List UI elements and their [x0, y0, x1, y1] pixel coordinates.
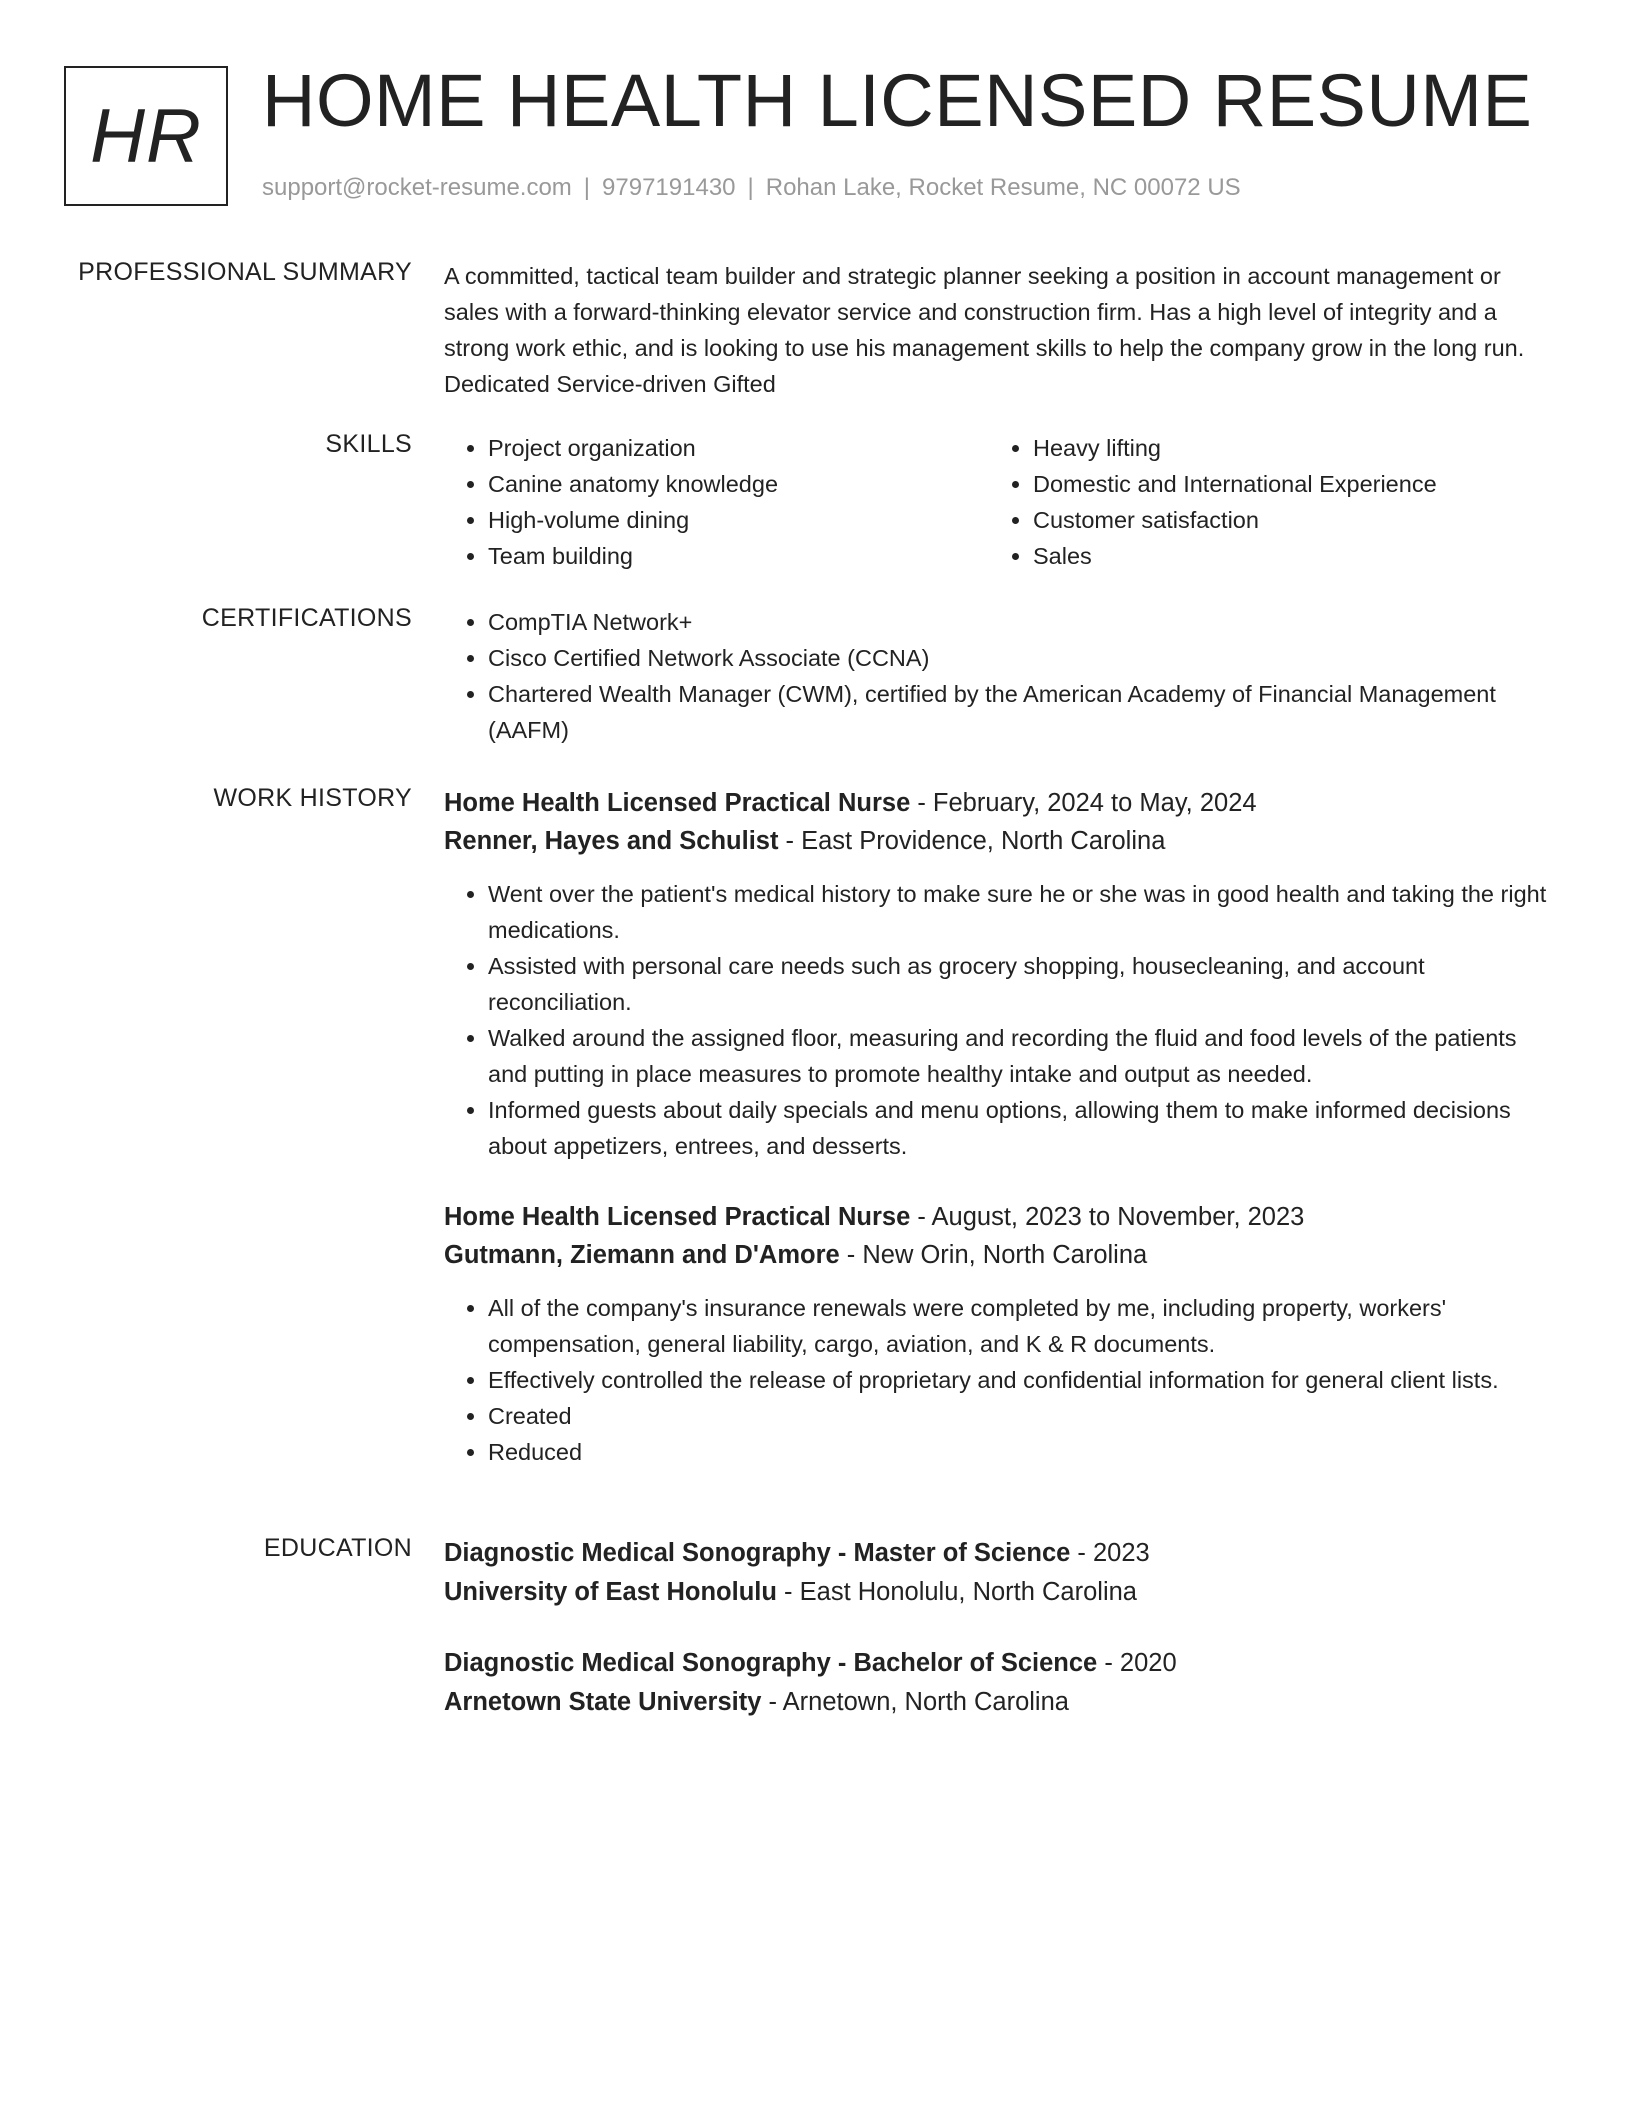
section-label-certifications: CERTIFICATIONS — [201, 604, 412, 632]
job-title: Home Health Licensed Practical Nurse — [444, 1203, 911, 1231]
skill-item: • Sales — [1033, 538, 1534, 574]
education-entry — [444, 1644, 1554, 1722]
skill-item: • Canine anatomy knowledge — [488, 466, 989, 502]
resume-title: HOME HEALTH LICENSED RESUME — [262, 59, 1533, 142]
skills-list-right — [989, 430, 1534, 574]
monogram-logo: HR — [64, 66, 228, 206]
skill-item: • Project organization — [488, 430, 989, 466]
education-location: - East Honolulu, North Carolina — [776, 1578, 1137, 1606]
education-degree-line — [444, 1534, 1554, 1573]
job-bullets — [444, 1290, 1554, 1470]
education-body — [444, 1534, 1554, 1722]
job-title: Home Health Licensed Practical Nurse — [444, 789, 911, 817]
job-bullets — [444, 876, 1554, 1164]
education-location: - Arnetown, North Carolina — [761, 1688, 1069, 1716]
education-degree-line — [444, 1644, 1554, 1683]
education-year: - 2023 — [1070, 1539, 1150, 1567]
education-school-line — [444, 1573, 1554, 1612]
skills-list-left — [444, 430, 989, 574]
contact-email: support@rocket-resume.com — [262, 174, 572, 201]
certification-item: • CompTIA Network+ — [488, 604, 1554, 640]
skill-item: • Team building — [488, 538, 989, 574]
skills-body — [444, 430, 1554, 574]
job-bullet: • Went over the patient's medical history to make sure he or she was in good health and taking the right medications. — [488, 876, 1554, 948]
skill-item: • Customer satisfaction — [1033, 502, 1534, 538]
education-entry — [444, 1534, 1554, 1612]
job-employer-line — [444, 822, 1554, 860]
job-bullet: • Informed guests about daily specials and menu options, allowing them to make informed decisions about appetizers, entrees, and desserts. — [488, 1092, 1554, 1164]
education-year: - 2020 — [1097, 1649, 1177, 1677]
job-employer-line — [444, 1236, 1554, 1274]
job-bullet: • Created — [488, 1398, 1554, 1434]
job-title-line — [444, 784, 1554, 822]
contact-separator: | — [747, 174, 754, 201]
job-bullet: • All of the company's insurance renewals were completed by me, including property, workers' compensation, general liability, cargo, aviation, and K & R documents. — [488, 1290, 1554, 1362]
resume-header — [262, 56, 1572, 202]
skill-item: • Heavy lifting — [1033, 430, 1534, 466]
skills-grid — [444, 430, 1554, 574]
job-bullet: • Assisted with personal care needs such as grocery shopping, housecleaning, and account reconciliation. — [488, 948, 1554, 1020]
job-location: - New Orin, North Carolina — [839, 1241, 1148, 1269]
section-label-education: EDUCATION — [263, 1534, 412, 1562]
contact-address: Rohan Lake, Rocket Resume, NC 00072 US — [765, 174, 1241, 201]
job-employer: Renner, Hayes and Schulist — [444, 827, 779, 855]
job-title-line — [444, 1198, 1554, 1236]
contact-phone: 9797191430 — [602, 174, 736, 201]
job-dates: - August, 2023 to November, 2023 — [910, 1203, 1305, 1231]
section-label-skills: SKILLS — [325, 430, 412, 458]
section-label-summary: PROFESSIONAL SUMMARY — [78, 258, 412, 286]
section-label-work-history: WORK HISTORY — [213, 784, 412, 812]
education-school: University of East Honolulu — [444, 1578, 777, 1606]
certifications-body — [444, 604, 1554, 748]
job-bullet: • Reduced — [488, 1434, 1554, 1470]
education-degree: Diagnostic Medical Sonography - Bachelor of Science — [444, 1649, 1098, 1677]
job-entry — [444, 784, 1554, 1164]
education-degree: Diagnostic Medical Sonography - Master of Science — [444, 1539, 1071, 1567]
job-dates: - February, 2024 to May, 2024 — [910, 789, 1257, 817]
certifications-list — [444, 604, 1554, 748]
summary-body — [444, 258, 1554, 402]
certification-item: • Chartered Wealth Manager (CWM), certified by the American Academy of Financial Management (AAFM) — [488, 676, 1554, 748]
education-school-line — [444, 1683, 1554, 1722]
skill-item: • Domestic and International Experience — [1033, 466, 1534, 502]
summary-text: A committed, tactical team builder and strategic planner seeking a position in account management or sales with a forward-thinking elevator service and construction firm. Has a high level of integrity and a strong work ethic, and is looking to use his management skills to help the company grow in the long run. Dedicated Service-driven Gifted — [444, 263, 1525, 397]
work-history-body — [444, 784, 1554, 1470]
contact-separator: | — [583, 174, 591, 201]
contact-line — [262, 174, 1572, 202]
skill-item: • High-volume dining — [488, 502, 989, 538]
certification-item: • Cisco Certified Network Associate (CCNA) — [488, 640, 1554, 676]
education-school: Arnetown State University — [444, 1688, 762, 1716]
job-employer: Gutmann, Ziemann and D'Amore — [444, 1241, 840, 1269]
job-location: - East Providence, North Carolina — [778, 827, 1166, 855]
job-entry — [444, 1198, 1554, 1470]
job-bullet: • Effectively controlled the release of proprietary and confidential information for general client lists. — [488, 1362, 1554, 1398]
job-bullet: • Walked around the assigned floor, measuring and recording the fluid and food levels of the patients and putting in place measures to promote healthy intake and output as needed. — [488, 1020, 1554, 1092]
